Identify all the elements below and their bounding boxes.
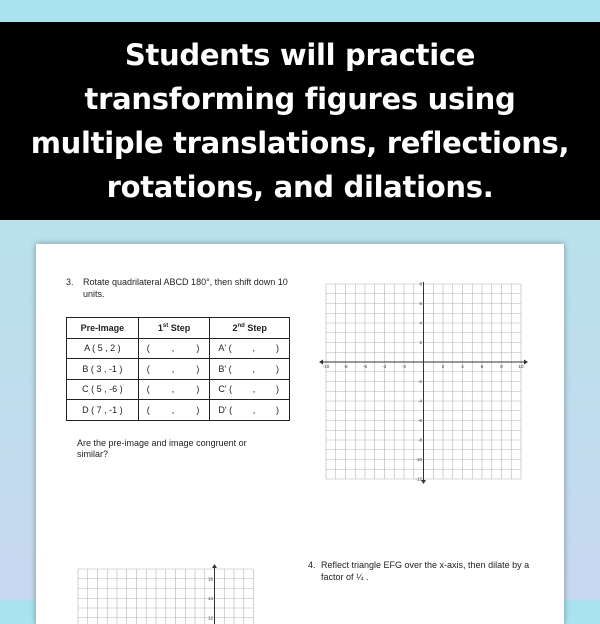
banner-line-3: multiple translations, reflections, [30, 126, 570, 160]
step-2-cell[interactable] [210, 359, 290, 380]
x-axis-arrow-right [524, 360, 528, 365]
image-label: A' ( [218, 343, 232, 354]
step-1-cell[interactable] [138, 379, 210, 400]
pre-image-cell: D ( 7 , -1 ) [67, 400, 139, 421]
y-tick-label: 12 [207, 615, 213, 621]
y-tick-label: 16 [207, 576, 213, 582]
question-3-text: Rotate quadrilateral ABCD 180°, then shift down 10 units. [83, 277, 288, 299]
coordinate-grid-2 [74, 564, 264, 624]
y-tick-label: -6 [417, 418, 422, 424]
pre-image-cell: B ( 3 , -1 ) [67, 359, 139, 380]
y-tick-label: -8 [417, 437, 422, 443]
step-2-cell[interactable] [210, 400, 290, 421]
pre-image-cell: C ( 5 , -6 ) [67, 379, 139, 400]
table-row [67, 359, 290, 380]
question-3-number: 3. [66, 277, 74, 287]
table-row [67, 400, 290, 421]
header-step-1: 1st Step [138, 318, 210, 339]
step-1-cell[interactable] [138, 400, 210, 421]
y-axis-arrow-up [212, 564, 217, 568]
header-step-2: 2nd Step [210, 318, 290, 339]
table-row [67, 379, 290, 400]
x-tick-label: -4 [382, 364, 387, 369]
step-2-cell[interactable] [210, 338, 290, 359]
comma: , [252, 384, 256, 395]
y-tick-label: 14 [207, 595, 213, 601]
open-paren: ( [146, 363, 150, 374]
banner-line-1: Students will practice [124, 38, 476, 72]
y-tick-label: 6 [419, 301, 422, 307]
close-paren: ) [196, 343, 200, 354]
y-tick-label: 2 [419, 340, 422, 346]
y-tick-label: 4 [419, 320, 422, 326]
close-paren: ) [276, 363, 279, 374]
x-tick-label: 4 [461, 364, 464, 369]
pre-image-cell: A ( 5 , 2 ) [67, 338, 139, 359]
x-tick-label: -6 [362, 364, 368, 369]
x-tick-label: -10 [322, 364, 330, 369]
x-tick-label: 2 [441, 364, 445, 369]
step-2-cell[interactable] [210, 379, 290, 400]
coordinate-grid-1 [318, 280, 530, 490]
open-paren: ( [146, 384, 150, 395]
close-paren: ) [196, 363, 200, 374]
banner-line-4: rotations, and dilations. [106, 170, 494, 204]
worksheet-page [36, 244, 564, 624]
question-4-text: Reflect triangle EFG over the x-axis, then dilate by a factor of ¼ . [321, 560, 530, 582]
y-tick-label: -2 [417, 379, 422, 385]
comma: , [171, 404, 175, 415]
image-label: B' ( [218, 363, 232, 374]
x-tick-label: 6 [480, 364, 484, 369]
comma: , [171, 384, 175, 395]
close-paren: ) [276, 384, 279, 395]
y-tick-label: -12 [415, 476, 422, 482]
close-paren: ) [276, 343, 279, 354]
title-banner [0, 22, 600, 220]
close-paren: ) [276, 404, 279, 415]
table-header-row [67, 318, 290, 339]
open-paren: ( [146, 343, 150, 354]
image-label: C' ( [218, 384, 233, 395]
image-label: D' ( [218, 404, 233, 415]
x-tick-label: 8 [500, 364, 503, 369]
comma: , [252, 343, 256, 354]
y-tick-label: -4 [417, 398, 422, 404]
transformation-table [66, 317, 290, 421]
comma: , [252, 363, 256, 374]
close-paren: ) [196, 384, 200, 395]
x-tick-label: 10 [518, 364, 524, 369]
y-tick-label: 8 [419, 281, 422, 287]
x-tick-label: -2 [401, 364, 407, 369]
comma: , [171, 363, 175, 374]
table-row [67, 338, 290, 359]
banner-line-2: transforming figures using [84, 82, 516, 116]
x-tick-label: -8 [343, 364, 348, 369]
comma: , [171, 343, 175, 354]
step-1-cell[interactable] [138, 338, 210, 359]
question-3 [66, 277, 291, 300]
congruent-question: Are the pre-image and image congruent or similar? [77, 438, 247, 459]
comma: , [252, 404, 256, 415]
open-paren: ( [146, 404, 150, 415]
step-1-cell[interactable] [138, 359, 210, 380]
question-4 [308, 560, 538, 583]
header-pre-image: Pre-Image [67, 318, 139, 339]
question-4-number: 4. [308, 560, 316, 570]
y-tick-label: -10 [415, 457, 422, 463]
close-paren: ) [196, 404, 200, 415]
